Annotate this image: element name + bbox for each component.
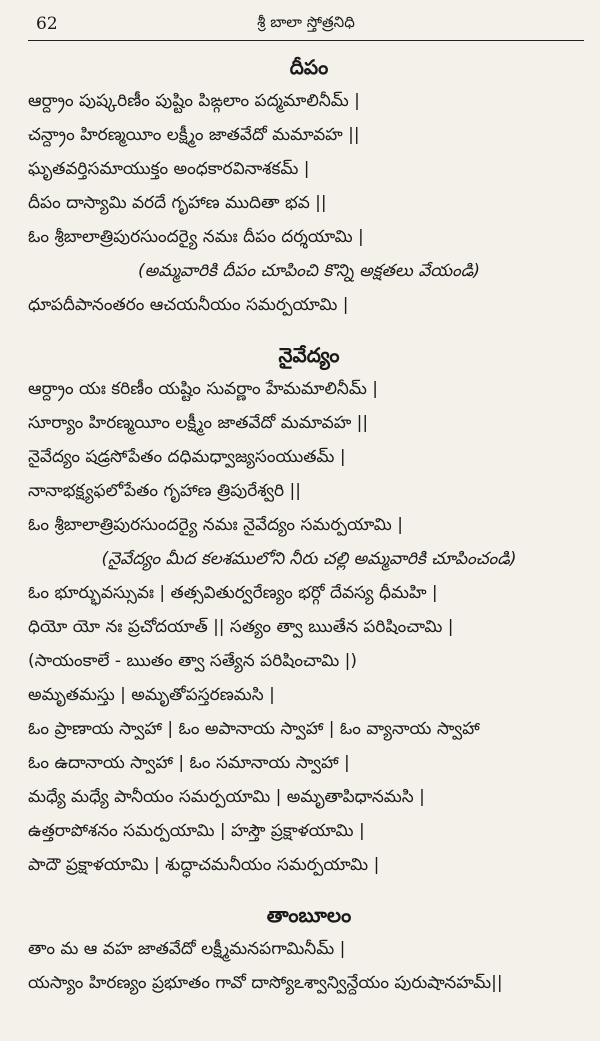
verse-line: నైవేద్యం షడ్రసోపేతం దధిమధ్వాజ్యసంయుతమ్ |: [28, 447, 346, 467]
section-deepam: [28, 50, 590, 322]
verse-line: (సాయంకాలే - ఋతం త్వా సత్యేన పరిషించామి |): [28, 651, 357, 671]
verse-line: అమృతమస్తు | అమృతోపస్తరణమసి |: [28, 685, 275, 705]
verse-line: ఓం శ్రీబాలాత్రిపురసుందర్యై నమః నైవేద్యం సమర్పయామి |: [28, 515, 403, 535]
verse-line: ఓం భూర్భువస్సువః | తత్సవితుర్వరేణ్యం భర్గో దేవస్య ధీమహి |: [28, 583, 438, 603]
running-title: శ్రీ బాలా స్తోత్రనిధి: [257, 13, 355, 31]
verse-line: ధియో యో నః ప్రచోదయాత్ || సత్యం త్వా ఋతేన పరిషించామి |: [28, 617, 454, 637]
page-header: [28, 10, 584, 41]
verse-line: ఆర్ద్రాం యః కరిణీం యష్టిం సువర్ణాం హేమమాలినీమ్ |: [28, 379, 378, 399]
verse-line: సూర్యాం హిరణ్మయీం లక్ష్మీం జాతవేదో మమావహ ||: [28, 413, 369, 433]
verse-line: ఉత్తరాపోశనం సమర్పయామి | హస్తౌ ప్రక్షాళయామి |: [28, 821, 365, 841]
verse-line: ఆర్ద్రాం పుష్కరిణీం పుష్టిం పిఙ్గలాం పద్మమాలినీమ్ |: [28, 91, 360, 111]
verse-line: ఘృతవర్తిసమాయుక్తం అంధకారవినాశకమ్ |: [28, 159, 310, 179]
instruction-note: (నైవేద్యం మీద కలశములోని నీరు చల్లి అమ్మవారికి చూపించండి): [101, 549, 517, 569]
page-content: [28, 50, 590, 1000]
section-title: దీపం: [289, 55, 329, 79]
verse-line: చన్ద్రాం హిరణ్మయీం లక్ష్మీం జాతవేదో మమావహ ||: [28, 125, 360, 145]
verse-line: నానాభక్ష్యఫలోపేతం గృహాణ త్రిపురేశ్వరి ||: [28, 481, 301, 501]
verse-line: యస్యాం హిరణ్యం ప్రభూతం గావో దాస్యోఽశ్వాన్విన్దేయం పురుషానహమ్||: [28, 973, 503, 993]
verse-line: ఓం శ్రీబాలాత్రిపురసుందర్యై నమః దీపం దర్శయామి |: [28, 227, 364, 247]
verse-line: దీపం దాస్యామి వరదే గృహాణ ముదితా భవ ||: [28, 193, 327, 213]
section-title: తాంబూలం: [266, 903, 352, 927]
section-naivedyam: [28, 338, 590, 882]
verse-line: పాదౌ ప్రక్షాళయామి | శుద్ధాచమనీయం సమర్పయామి |: [28, 855, 380, 875]
verse-line: ఓం ప్రాణాయ స్వాహా | ఓం అపానాయ స్వాహా | ఓం వ్యానాయ స్వాహా: [28, 719, 480, 739]
verse-line: ఓం ఉదానాయ స్వాహా | ఓం సమానాయ స్వాహా |: [28, 753, 350, 773]
section-title: నైవేద్యం: [278, 343, 340, 367]
page-number: 62: [36, 14, 58, 34]
verse-line: మధ్యే మధ్యే పానీయం సమర్పయామి | అమృతాపిధానమసి |: [28, 787, 425, 807]
verse-line: తాం మ ఆ వహ జాతవేదో లక్ష్మీమనపగామినీమ్ |: [28, 939, 346, 959]
instruction-note: (అమ్మవారికి దీపం చూపించి కొన్ని అక్షతలు వేయండి): [137, 261, 481, 281]
verse-line: ధూపదీపానంతరం ఆచయనీయం సమర్పయామి |: [28, 295, 349, 315]
section-tambulam: [28, 898, 590, 1000]
